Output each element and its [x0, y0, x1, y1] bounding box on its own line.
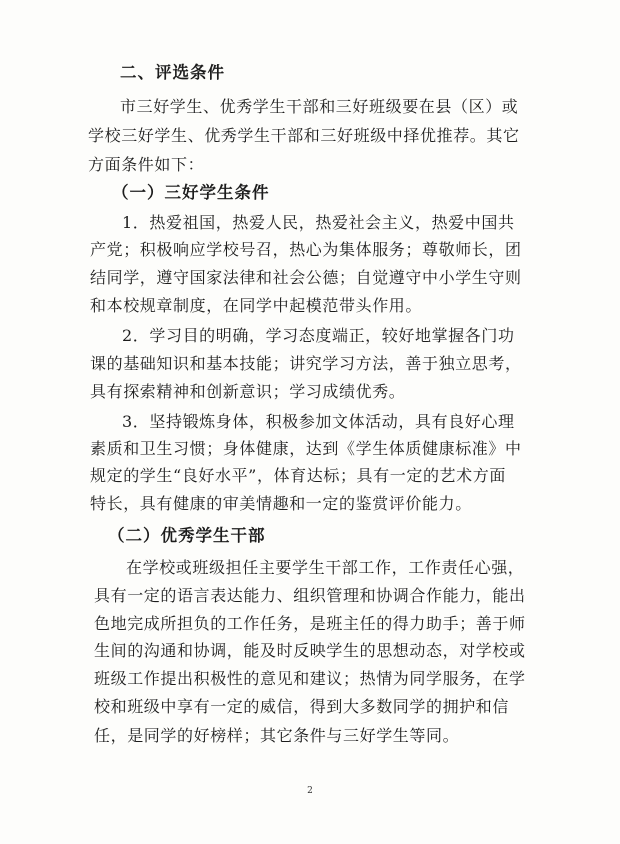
item2-line-2: 课的基础知识和基本技能；讲究学习方法，善于独立思考， [90, 354, 522, 373]
section-title: 二、评选条件 [120, 63, 225, 82]
item1-line-1: 1．热爱祖国，热爱人民，热爱社会主义，热爱中国共 [122, 213, 515, 232]
item3-line-2: 素质和卫生习惯；身体健康，达到《学生体质健康标准》中 [90, 439, 522, 458]
subsection-title-1: （一）三好学生条件 [112, 183, 270, 202]
para2-line-5: 班级工作提出积极性的意见和建议；热情为同学服务，在学 [94, 669, 526, 688]
para2-line-6: 校和班级中享有一定的威信，得到大多数同学的拥护和信 [94, 697, 510, 716]
para2-line-2: 具有一定的语言表达能力、组织管理和协调合作能力，能出 [94, 586, 526, 605]
intro-line-2: 学校三好学生、优秀学生干部和三好班级中择优推荐。其它 [88, 126, 520, 145]
item1-line-2: 产党；积极响应学校号召，热心为集体服务；尊敬师长，团 [90, 240, 522, 259]
intro-line-1: 市三好学生、优秀学生干部和三好班级要在县（区）或 [120, 97, 519, 116]
page-number: 2 [307, 786, 313, 796]
item2-line-1: 2．学习目的明确，学习态度端正，较好地掌握各门功 [122, 326, 515, 345]
item3-line-1: 3．坚持锻炼身体，积极参加文体活动，具有良好心理 [122, 412, 515, 431]
subsection-title-2: （二）优秀学生干部 [108, 526, 266, 545]
item2-line-3: 具有探索精神和创新意识；学习成绩优秀。 [90, 382, 406, 401]
intro-line-3: 方面条件如下： [88, 155, 205, 174]
para2-line-1: 在学校或班级担任主要学生干部工作，工作责任心强， [126, 558, 525, 577]
para2-line-3: 色地完成所担负的工作任务，是班主任的得力助手；善于师 [94, 614, 526, 633]
para2-line-7: 任，是同学的好榜样；其它条件与三好学生等同。 [94, 726, 460, 745]
item3-line-4: 特长，具有健康的审美情趣和一定的鉴赏评价能力。 [90, 494, 472, 513]
item3-line-3: 规定的学生“良好水平”，体育达标；具有一定的艺术方面 [90, 466, 506, 485]
item1-line-4: 和本校规章制度，在同学中起模范带头作用。 [90, 296, 423, 315]
para2-line-4: 生间的沟通和协调，能及时反映学生的思想动态，对学校或 [94, 641, 526, 660]
item1-line-3: 结同学，遵守国家法律和社会公德；自觉遵守中小学生守则 [90, 268, 522, 287]
